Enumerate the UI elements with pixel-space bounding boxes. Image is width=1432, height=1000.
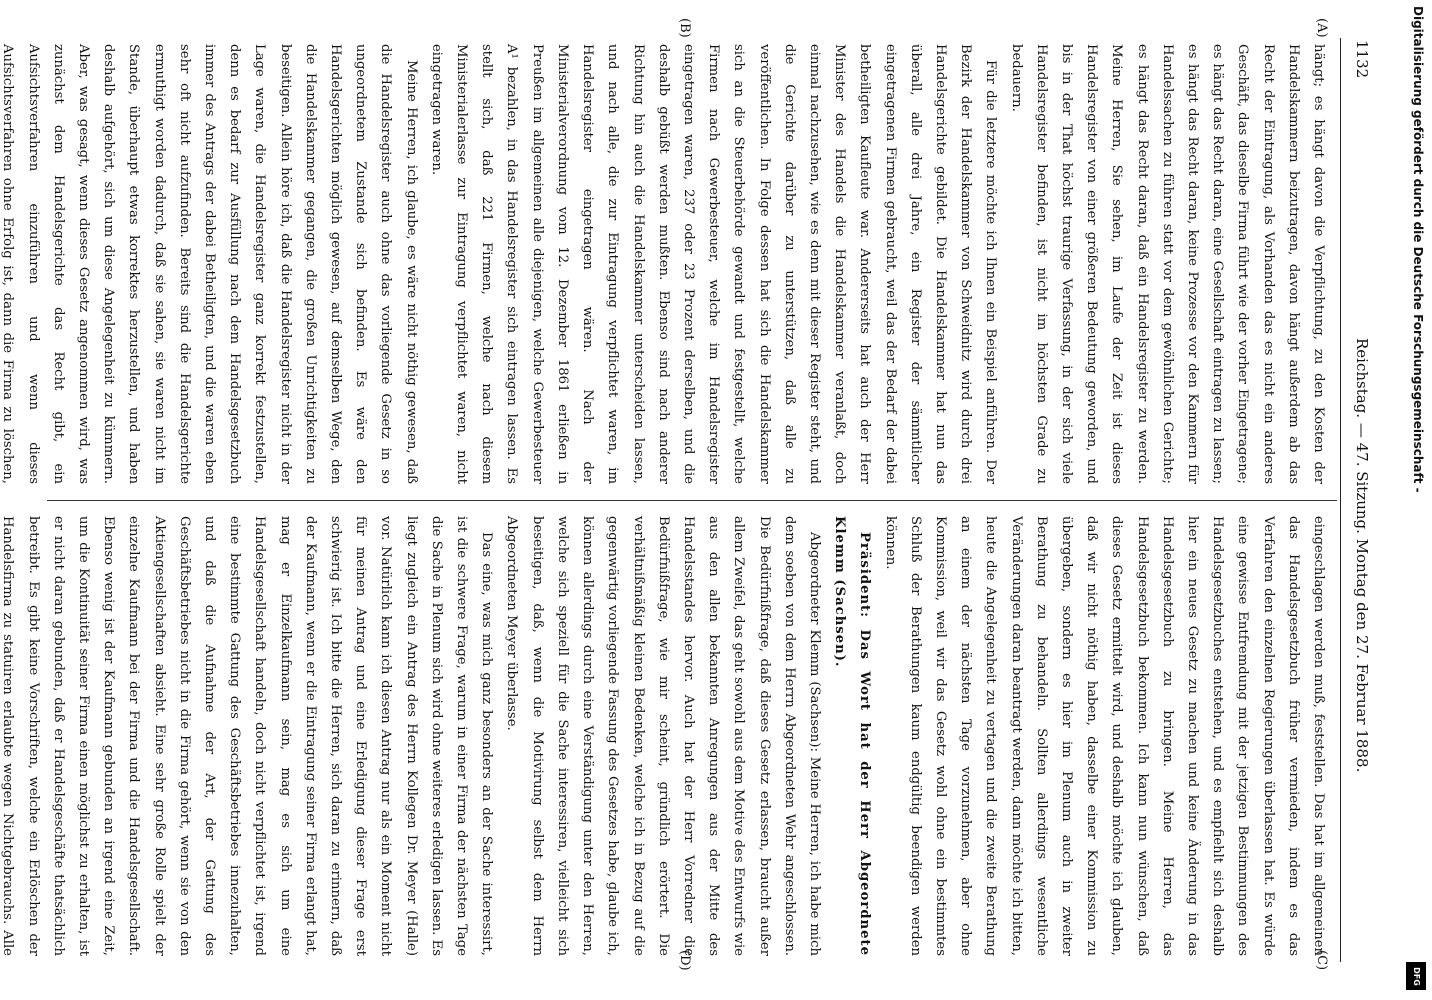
paragraph: hängt; es hängt davon die Verpflichtung, zu den Kosten der Handelskammern beizutragen, davon hängt außerdem ab das Recht der Eintragung, als Vorhanden das es nicht ein anderes Geschäft, das dieselbe Firma führt wie der vorher Eingetragene; es hängt das Recht daran, eine Gesellschaft eintragen zu lassen; es hängt das Recht daran, keine Prozesse vor den Kammern für Handelssachen zu führen statt vor dem gewöhnlichen Gerichte; es hängt das Recht daran, daß ein Handelsregister zu werden. Meine Herren, Sie sehen, im Laufe der Zeit ist dieses Handelsregister von einer größeren Bedeutung geworden, und bis in der That höchst traurige Verfassung, in der sich viele Handelsregister befinden, ist nicht im höchsten Grade zu bedauern. [1008, 44, 1326, 484]
paragraph: Abgeordneter Klemm (Sachsen): Meine Herren, ich habe mich dem soeben von dem Herrn Abgeordneten Wehr angeschlossen. Die Bedürfnißfrage, daß dieses Gesetz erlassen, braucht außer allem Zweifel, das geht sowohl aus dem Motive des Entwurfs wie aus den allen bekannten Anregungen aus der Mitte des Handelsstandes hervor. Auch hat der Herr Vorredner die Bedürfnißfrage, wie mir scheint, gründlich erörtert. Die verhältnißmäßig kleinen Bedenken, welche ich in Bezug auf die gegenwärtig vorliegende Fassung des Gesetzes habe, glaube ich, können allerdings durch eine Verständigung unter den Herren, welche sich speziell für die Sache interessiren, vielleicht sich beseitigen, daß, wenn die Motivirung selbst dem Herrn Abgeordneten Meyer überlasse. [504, 516, 822, 956]
dfg-logo [1406, 962, 1426, 990]
paragraph: Meine Herren, ich glaube, es wäre nicht nöthig gewesen, daß die Handelsregister auch ohne das vorliegende Gesetz in so ungeordnetem Zustande sich befinden. Es wäre den Handelsgerichten möglich gewesen, auf demselben Wege, den die Handelskammer gegangen, die großen Unrichtigkeiten zu beseitigen. Allein höre ich, daß die Handelsregister nicht in der Lage waren, die Handelsregister ganz korrekt festzustellen, denn es bedarf zur Ausfüllung nach dem Handelsgesetzbuch immer des Antrags der dabei Betheiligten, und die waren eben sehr oft nicht aufzufinden. Bereits sind die Handelsgerichte ermuthigt worden dadurch, daß sie sahen, sie waren nicht im Stande, überhaupt etwas korrektes herzustellen, und haben deshalb aufgehört, sich um diese Angelegenheit zu kümmern. Aber, was gesagt, wenn dieses Gesetz angenommen wird, was zunächst dem Handelsgerichte das Recht gibt, ein Aufsichtsverfahren einzuführen und wenn dieses Aufsichtsverfahren ohne Erfolg ist, dann die Firma zu löschen, [0, 44, 419, 484]
margin-mark-b: (B) [677, 18, 692, 38]
column-divider [47, 500, 1337, 501]
margin-mark-c: (C) [1314, 950, 1329, 971]
left-column [0, 44, 1331, 484]
page-header [1347, 38, 1371, 962]
margin-mark-d: (D) [677, 950, 692, 971]
funding-notice: Digitalisierung gefördert durch die Deutsche Forschungsgemeinschaft - [1411, 6, 1425, 493]
paragraph: Das eine, was mich ganz besonders an der Sache interessirt, ist die schwere Frage, warum in einer Firma der nächsten Tage die Sache in Plenum sich wird ohne weiteres erledigen lassen. Es liegt zugleich ein Antrag des Herrn Kollegen Dr. Meyer (Halle) vor. Natürlich kann ich diesen Antrag nur als ein Moment nicht für meinen Antrag und eine Erledigung dieser Frage erst schwierig ist. Ich bitte die Herren, sich daran zu erinnern, daß der Kaufmann, wenn er die Eintragung seiner Firma erlangt hat, mag er Einzelkaufmann sein, mag es sich um eine Handelsgesellschaft handeln, doch nicht verpflichtet ist, irgend eine bestimmte Gattung des Geschäftsbetriebes innezuhalten, und daß die Aufnahme der Art, der Gattung des Geschäftsbetriebes nicht in die Firma gehört, wenn sie von den Aktiengesellschaften absieht. Eine sehr große Rolle spielt der einzelne Kaufmann bei der Firma und die Handelsgesellschaft. Ebenso wenig ist der Kaufmann gebunden an irgend eine Zeit, um die Kontinuität seiner Firma einen möglichst zu erhalten, ist er nicht daran gebunden, daß er Handelsgeschäfte thatsächlich betreibt. Es gibt keine Vorschriften, welche ein Erlöschen der Handelsfirma zu statuiren erlaubte wegen Nichtgebrauchs. Alle [0, 516, 495, 956]
page-title: Reichstag. — 47. Sitzung. Montag den 27. Februar 1888. [1353, 338, 1371, 773]
margin-mark-a: (A) [1314, 18, 1329, 38]
header-rule [1340, 38, 1341, 962]
page-number: 1132 [1353, 40, 1371, 79]
dfg-logo-text: DFG [1411, 966, 1421, 986]
digitization-footer [1400, 0, 1432, 1000]
right-column [0, 516, 1331, 956]
paragraph: Für die letztere möchte ich Ihnen ein Beispiel anführen. Der Bezirk der Handelskammer von Schweidnitz wird durch drei Handelsgerichte gebildet. Die Handelskammer hat nun das überall, alle drei Jahre, ein Register der sämmtlicher eingetragenen Firmen gebraucht, weil das der Bedarf der dabei betheiligten Kaufleute war. Andererseits hat auch der Herr Minister des Handels die Handelskammer veranlaßt, doch einmal nachzusehen, wie es denn mit dieser Register steht, und die Gerichte darüber zu unterstützen, daß alle zu veröffentlichen. In Folge dessen hat sich die Handelskammer sich an die Steuerbehörde gewandt und festgestellt, welche Firmen nach Gewerbesteuer, welche im Handelsregister eingetragen waren, 237 oder 23 Prozent derselben, und die deshalb gebüßt werden mußten. Ebenso sind nach anderer Richtung hin auch die Handelskammer unterscheiden lassen, und nach alle, die zur Eintragung verpflichtet waren, im Handelsregister eingetragen wären. Nach der Ministerialverordnung vom 12. Dezember 1861 erließen in Preußen im allgemeinen alle diejenigen, welche Gewerbesteuer A¹ bezahlen, in das Handelsregister sich eintragen lassen. Es stellt sich, daß 221 Firmen, welche nach diesem Ministerialerlasse zur Eintragung verpflichtet waren, nicht eingetragen waren. [428, 44, 999, 484]
paragraph: eingeschlagen werden muß, feststellen. Das hat im allgemeinen das Handelsgesetzbuch früher vermieden, indem es das Verfahren den einzelnen Regierungen überlassen hat. Es würde eine gewisse Entfremdung mit der jetzigen Bestimmungen des Handelsgesetzbuches entstehen, und es empfiehlt sich deshalb hier ein neues Gesetz zu machen und keine Änderung in das Handelsgesetzbuch zu bringen. Meine Herren, das Handelsgesetzbuch bekommen. Ich kann nun wünschen, daß dieses Gesetz ermittelt wird, und deshalb möchte ich glauben, daß wir nicht nöthig haben, dasselbe einer Kommission zu übergeben, sondern es hier im Plenum auch in zweiter Berathung zu behandeln. Sollten allerdings wesentliche Veränderungen daran beantragt werden, dann möchte ich bitten, heute die Angelegenheit zu vertagen und die zweite Berathung an einem der nächsten Tage vorzunehmen, aber ohne Kommission, weil wir das Gesetz wohl ohne ein bestimmtes Schluß der Berathungen kaum endgültig beendigen werden können. [882, 516, 1326, 956]
rotated-page-scan [0, 20, 1395, 980]
president-line: Präsident: Das Wort hat der Herr Abgeordnete Klemm (Sachsen). [832, 516, 873, 956]
